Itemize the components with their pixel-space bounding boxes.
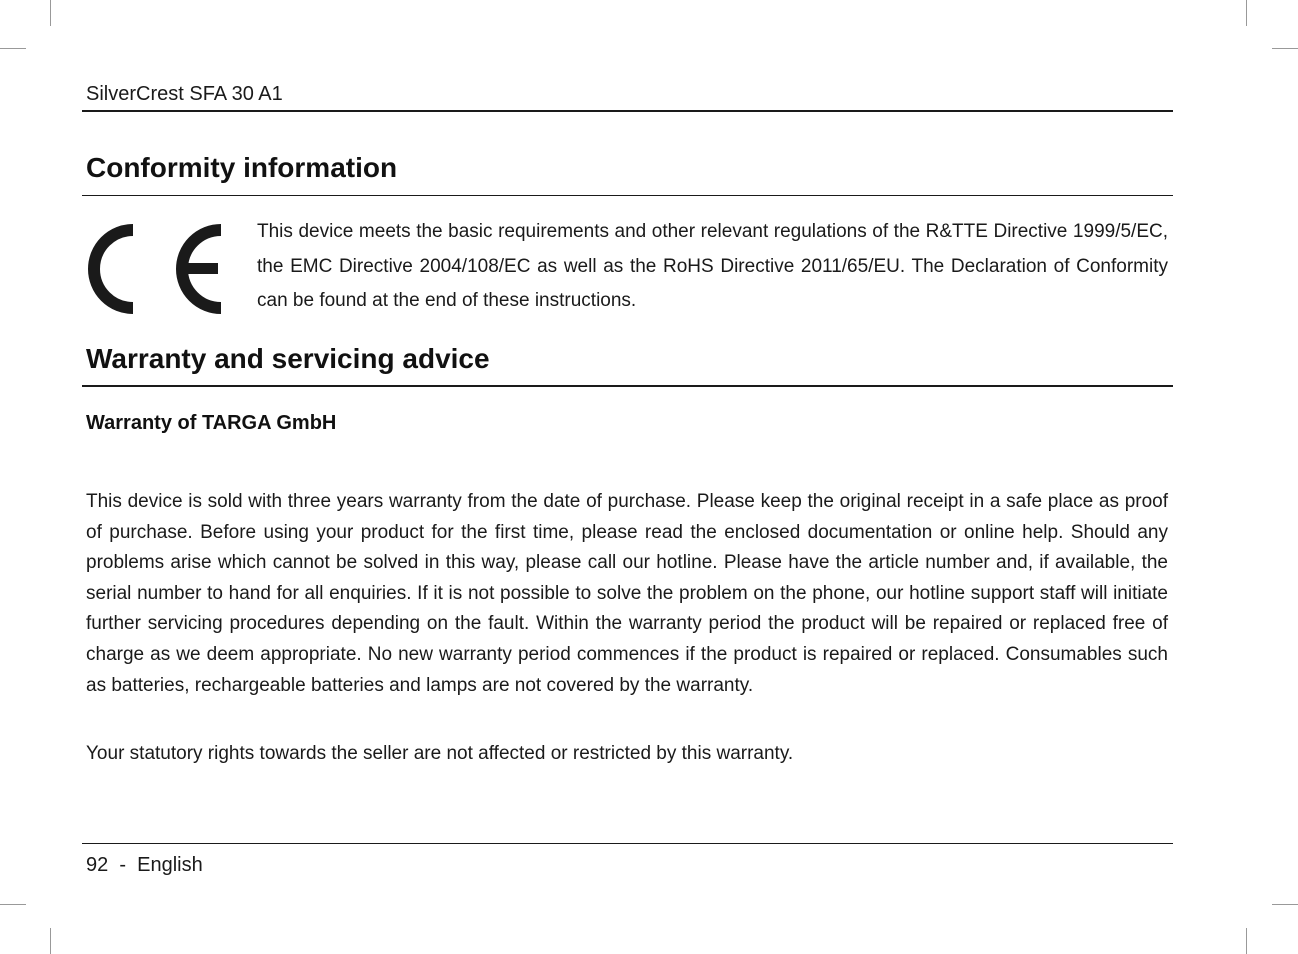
warranty-heading: Warranty and servicing advice [86,343,490,374]
crop-mark-top-right [1246,0,1247,26]
warranty-paragraph-1: This device is sold with three years warranty from the date of purchase. Please keep the original receipt in a safe place as proof of purchase. Before using your product for the first time, please read the enclosed documentation or online help. Should any problems arise which cannot be solved in this way, please call our hotline. Please have the article number and, if available, the serial number to hand for all enquiries. If it is not possible to solve the problem on the phone, our hotline support staff will initiate further servicing procedures depending on the fault. Within the warranty period the product will be repaired or replaced free of charge as we deem appropriate. No new warranty period commences if the product is repaired or replaced. Consumables such as batteries, rechargeable batteries and lamps are not covered by the warranty. [86,491,1168,696]
warranty-subheading: Warranty of TARGA GmbH [86,412,337,434]
crop-mark-bottom-left-h [0,904,26,905]
crop-mark-top-left-h [0,48,26,49]
crop-mark-bottom-right [1246,928,1247,954]
conformity-heading: Conformity information [86,152,398,183]
warranty-paragraph-2: Your statutory rights towards the seller are not affected or restricted by this warranty. [86,743,794,764]
crop-mark-bottom-right-h [1272,904,1298,905]
running-header: SilverCrest SFA 30 A1 [86,83,283,105]
page-number: 92 - English [86,854,203,876]
conformity-text: This device meets the basic requirements and other relevant regulations of the R&TTE Directive 1999/5/EC, the EMC Directive 2004/108/EC as well as the RoHS Directive 2011/65/EU. The Declaration of Conformity can be found at the end of these instructions. [257,221,1168,311]
conformity-heading-rule [82,195,1173,196]
ce-mark-icon [84,218,226,320]
crop-mark-bottom-left [50,928,51,954]
crop-mark-top-left [50,0,51,26]
footer-rule [82,843,1173,844]
crop-mark-top-right-h [1272,48,1298,49]
header-rule [82,110,1173,112]
warranty-heading-rule [82,385,1173,387]
